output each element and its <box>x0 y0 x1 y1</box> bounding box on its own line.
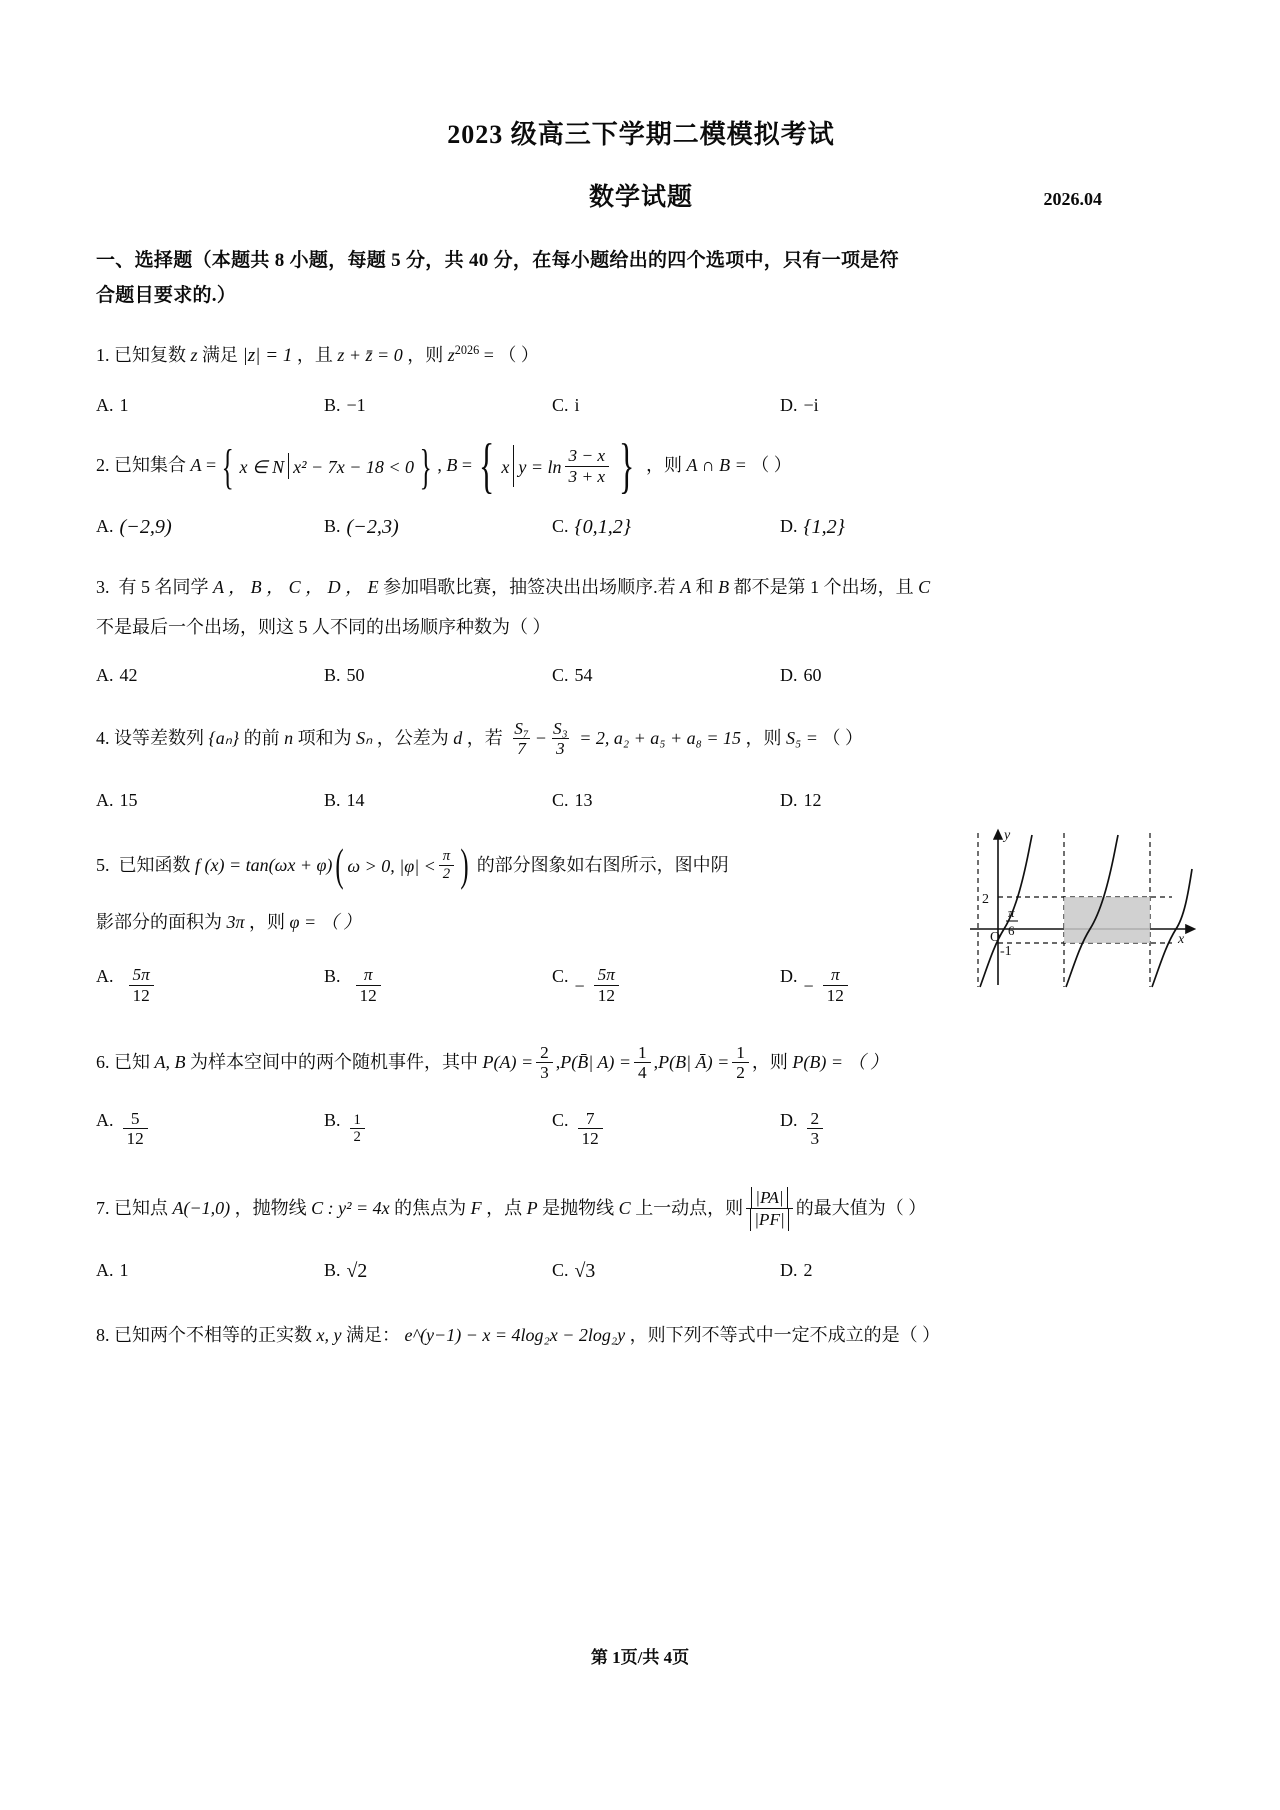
q5-number: 5. <box>96 854 110 875</box>
q6-option-d-fraction <box>807 1109 824 1149</box>
question-3 <box>96 569 1186 645</box>
question-1 <box>96 337 1186 375</box>
x-axis-label: x <box>1178 931 1185 947</box>
q7-curve-c: C <box>618 1197 631 1218</box>
q7-focus: F <box>470 1197 482 1218</box>
q5-option-b-fraction <box>356 965 381 1005</box>
question-4 <box>96 720 1186 760</box>
q5-option-a-fraction <box>129 965 154 1005</box>
q5-option-d-sign: − <box>803 975 814 996</box>
q5-cond-phi-fraction <box>439 848 454 882</box>
q2-option-c-label: C. <box>552 515 569 536</box>
q4-n: n <box>284 727 294 748</box>
q1-stem-prefix: 已知复数 <box>114 345 186 366</box>
page-content <box>96 96 1186 1353</box>
q8-equation: e^(y−1) − x = 4log₂x − 2log₂y <box>404 1324 626 1345</box>
q8-text-c: ，则下列不等式中一定不成立的是（ ） <box>629 1324 941 1345</box>
q8-text-b: 满足： <box>345 1324 400 1345</box>
q7-pf-abs: |PF| <box>750 1209 789 1231</box>
q5-area: 3π <box>226 912 245 933</box>
q5-line2 <box>96 904 856 940</box>
q5-option-c-fraction <box>594 965 619 1005</box>
tick-label-pi: π <box>1008 904 1015 920</box>
q2-option-b-label: B. <box>324 515 341 536</box>
q5-line2-b: ，则 <box>249 912 286 933</box>
q6-option-b-den: 2 <box>350 1128 365 1146</box>
page-footer <box>0 1643 1280 1668</box>
q3-text-b: 参加唱歌比赛，抽签决出出场顺序.若 <box>383 576 676 597</box>
q5-option-a-label: A. <box>96 966 114 987</box>
q4-frac1-den: 7 <box>513 738 530 758</box>
tick-label-2: 2 <box>982 891 989 907</box>
q6-frac2-den: 4 <box>634 1062 651 1082</box>
q6-option-b-fraction <box>350 1112 365 1146</box>
q6-frac3-num: 1 <box>736 1043 745 1063</box>
q2-option-a[interactable] <box>96 516 324 539</box>
subtitle-row <box>96 177 1186 217</box>
q4-fraction-1 <box>510 719 533 759</box>
q7-text-a: 已知点 <box>114 1197 168 1218</box>
q5-option-c-den: 12 <box>594 985 619 1005</box>
q2-option-c[interactable] <box>552 516 780 539</box>
q5-phi-question: φ = （ ） <box>289 912 362 933</box>
q3-option-a-label: A. <box>96 664 114 685</box>
q3-option-b-label: B. <box>324 664 341 685</box>
q7-option-b[interactable] <box>324 1260 552 1283</box>
question-6-options <box>96 1110 1186 1150</box>
q6-fraction-1 <box>536 1043 553 1083</box>
q5-option-c-sign: − <box>574 975 585 996</box>
y-axis-label: y <box>1004 827 1011 843</box>
q1-option-c-value: i <box>574 395 580 416</box>
q4-text-g: = 2, a₂ + a₅ + a₈ = 15 <box>579 727 742 748</box>
q1-option-d-value: −i <box>803 395 819 416</box>
q4-text-h: ，则 <box>745 727 782 748</box>
q5-phi-den: 2 <box>439 865 454 883</box>
q5-option-c-label: C. <box>552 966 569 987</box>
q5-option-b-num: π <box>363 965 373 985</box>
q4-number: 4. <box>96 727 110 748</box>
q4-option-a-label: A. <box>96 789 114 810</box>
q2-eq2: = <box>461 455 472 476</box>
q1-stem-and: ，且 <box>296 345 333 366</box>
q4-d-var: d <box>453 727 463 748</box>
exam-date: 2026.04 <box>1043 189 1102 209</box>
q7-option-c[interactable] <box>552 1260 780 1283</box>
q8-number: 8. <box>96 1324 110 1345</box>
q7-text-f: 上一动点，则 <box>635 1197 744 1218</box>
q6-option-c-den: 12 <box>578 1128 603 1148</box>
q5-cond-omega: ω > 0, <box>347 856 395 877</box>
q3-option-b-value: 50 <box>346 664 365 685</box>
question-3-options <box>96 665 1186 686</box>
q7-text-c: 的焦点为 <box>394 1197 467 1218</box>
tangent-graph-svg <box>964 825 1196 993</box>
q2-set-a <box>216 440 437 495</box>
q5-option-b-den: 12 <box>356 985 381 1005</box>
q5-phi-num: π <box>442 848 451 865</box>
q6-option-d[interactable] <box>780 1110 1008 1150</box>
q7-ratio-fraction <box>746 1187 793 1231</box>
q4-paren: （ ） <box>822 727 863 748</box>
q6-option-b-num: 1 <box>353 1111 361 1128</box>
q6-frac1-num: 2 <box>540 1043 549 1063</box>
q4-text-b: 的前 <box>243 727 280 748</box>
q7-text-e: 是抛物线 <box>542 1197 615 1218</box>
q5-option-a-num: 5π <box>132 965 150 985</box>
q3-var-c: C <box>918 576 931 597</box>
question-7 <box>96 1188 1186 1232</box>
q7-option-d-value: 2 <box>803 1259 813 1280</box>
q4-text-e: ，若 <box>466 727 503 748</box>
q4-fraction-2 <box>549 719 572 759</box>
q1-number: 1. <box>96 345 110 366</box>
q3-option-a[interactable] <box>96 665 324 686</box>
question-1-options <box>96 395 1186 416</box>
q3-option-c[interactable] <box>552 665 780 686</box>
q3-option-a-value: 42 <box>119 664 138 685</box>
q5-option-d-label: D. <box>780 966 798 987</box>
q4-text-d: ，公差为 <box>376 727 449 748</box>
q2-option-c-value: {0,1,2} <box>574 515 631 538</box>
q7-text-d: ，点 <box>486 1197 523 1218</box>
q1-option-a-value: 1 <box>119 395 129 416</box>
q6-option-a-fraction <box>123 1109 148 1149</box>
q6-option-d-den: 3 <box>807 1128 824 1148</box>
q6-frac1-den: 3 <box>536 1062 553 1082</box>
q1-option-a-label: A. <box>96 395 114 416</box>
q1-condition-2: z + z̄ = 0 <box>337 345 403 366</box>
brace-right-icon: } <box>419 440 432 495</box>
q7-ratio-den <box>746 1208 793 1231</box>
q7-ratio-num <box>747 1187 791 1209</box>
q6-number: 6. <box>96 1052 110 1073</box>
q2-option-a-value: (−2,9) <box>119 515 172 538</box>
q5-option-a-den: 12 <box>129 985 154 1005</box>
q2-number: 2. <box>96 455 110 476</box>
q3-var-b: B <box>718 576 730 597</box>
q7-text-b: ，抛物线 <box>234 1197 307 1218</box>
q5-function: f (x) = tan(ωx + φ) <box>195 854 333 875</box>
q7-option-d[interactable] <box>780 1260 1008 1283</box>
tangent-branch-1 <box>980 835 1032 987</box>
q4-option-d[interactable] <box>780 790 1008 811</box>
q6-option-a-den: 12 <box>123 1128 148 1148</box>
q1-option-a[interactable] <box>96 395 324 416</box>
q4-sequence: {aₙ} <box>208 727 240 748</box>
q4-sn: Sₙ <box>356 727 373 748</box>
q6-option-c-label: C. <box>552 1109 569 1130</box>
q6-prob-a: P(A) = <box>482 1052 534 1073</box>
brace-left-icon: { <box>479 432 495 501</box>
q5-condition-group <box>332 840 472 891</box>
question-7-options <box>96 1260 1186 1283</box>
q6-option-b-label: B. <box>324 1109 341 1130</box>
q2-log-den: 3 + x <box>565 466 610 486</box>
q4-s5: S₅ = <box>786 727 818 748</box>
question-5 <box>96 827 1186 959</box>
q4-option-d-label: D. <box>780 789 798 810</box>
q1-condition-1: |z| = 1 <box>242 345 293 367</box>
q2-set-a-var: A <box>190 455 202 476</box>
q4-option-c-value: 13 <box>574 789 593 810</box>
q4-option-b[interactable] <box>324 790 552 811</box>
q3-text-a: 有 5 名同学 <box>118 576 209 597</box>
question-2 <box>96 432 1186 501</box>
q2-set-b-x: x <box>501 457 510 478</box>
q2-set-b-var: B <box>446 455 458 476</box>
q7-point-a: A(−1,0) <box>172 1197 231 1218</box>
q7-pa-abs: |PA| <box>751 1187 787 1209</box>
q3-option-d-value: 60 <box>803 664 822 685</box>
q1-option-d[interactable] <box>780 395 1008 416</box>
q5-option-b-label: B. <box>324 966 341 987</box>
q1-stem-then: ，则 <box>407 345 444 366</box>
q6-frac3-den: 2 <box>732 1062 749 1082</box>
set-divider-icon <box>288 453 289 479</box>
q1-option-c[interactable] <box>552 395 780 416</box>
q2-option-a-label: A. <box>96 515 114 536</box>
q1-equals: = （ ） <box>483 345 539 366</box>
q5-option-d-num: π <box>830 965 840 985</box>
q6-fraction-3 <box>732 1043 749 1083</box>
q5-option-c[interactable] <box>552 966 780 1006</box>
q6-question: P(B) = （ ） <box>792 1052 888 1073</box>
q7-text-g: 的最大值为（ ） <box>795 1197 927 1218</box>
q6-comma-2: , <box>653 1052 659 1073</box>
q2-tail-expr: A ∩ B = <box>686 455 747 476</box>
q6-option-b[interactable] <box>324 1110 552 1150</box>
question-6 <box>96 1044 1186 1084</box>
q6-option-c[interactable] <box>552 1110 780 1150</box>
q1-option-b-value: −1 <box>346 395 366 416</box>
q4-option-a-value: 15 <box>119 789 138 810</box>
section-heading <box>96 243 1186 313</box>
question-8 <box>96 1317 1186 1353</box>
q7-number: 7. <box>96 1197 110 1218</box>
q5-option-b[interactable] <box>324 966 552 1006</box>
q6-text-a: 已知 <box>114 1052 150 1073</box>
q7-option-c-value: √3 <box>574 1259 596 1282</box>
q2-stem-prefix: 已知集合 <box>114 455 186 476</box>
tick-label-minus1: -1 <box>1000 943 1012 959</box>
q4-frac2-den: 3 <box>552 738 569 758</box>
q3-names: A ， B ， C ， D ， E <box>213 576 379 597</box>
q1-stem-mid: 满足 <box>202 345 239 366</box>
q6-fraction-2 <box>634 1043 651 1083</box>
q2-set-a-inequality: x² − 7x − 18 < 0 <box>293 457 414 478</box>
q7-option-b-label: B. <box>324 1259 341 1280</box>
paren-left-icon: ( <box>335 840 345 891</box>
q7-parabola: C : y² = 4x <box>311 1197 390 1218</box>
q6-text-c: ，则 <box>751 1052 788 1073</box>
q6-comma-1: , <box>555 1052 561 1073</box>
q3-option-d-label: D. <box>780 664 798 685</box>
q1-exponent: 2026 <box>454 343 480 358</box>
q4-option-b-value: 14 <box>346 789 365 810</box>
q6-option-c-num: 7 <box>585 1108 595 1128</box>
q2-set-a-member: x ∈ N <box>239 457 285 478</box>
q2-eq1: = <box>206 455 217 476</box>
page-number-text: 第 1页/共 4页 <box>590 1648 690 1667</box>
q1-variable: z <box>190 345 198 366</box>
q3-text-d: 和 <box>695 576 714 597</box>
q1-expr: z <box>447 345 455 366</box>
q1-option-c-label: C. <box>552 395 569 416</box>
question-2-options <box>96 516 1186 539</box>
q2-log-fraction <box>565 446 610 486</box>
q5-stem <box>96 840 856 941</box>
origin-label: O <box>990 929 1001 945</box>
paren-right-icon: ) <box>460 840 469 891</box>
q5-option-d-den: 12 <box>823 985 848 1005</box>
question-4-options <box>96 790 1186 811</box>
q7-option-d-label: D. <box>780 1259 798 1280</box>
q7-point-p: P <box>526 1197 538 1218</box>
q5-text-a: 已知函数 <box>118 854 191 875</box>
q8-text-a: 已知两个不相等的正实数 <box>114 1324 312 1345</box>
q2-option-d-value: {1,2} <box>803 515 845 538</box>
q3-option-c-label: C. <box>552 664 569 685</box>
q6-option-a[interactable] <box>96 1110 324 1150</box>
q4-option-b-label: B. <box>324 789 341 810</box>
q7-option-c-label: C. <box>552 1259 569 1280</box>
section-heading-line1: 一、选择题（本题共 8 小题，每题 5 分，共 40 分，在每小题给出的四个选项中，只有一项是符 <box>96 250 899 271</box>
q5-text-b: 的部分图象如右图所示，图中阴 <box>476 854 729 875</box>
q7-option-a-label: A. <box>96 1259 114 1280</box>
q2-comma: , <box>437 455 442 476</box>
q6-prob-b-abar: P(B| Ā) = <box>658 1052 730 1073</box>
q2-option-b-value: (−2,3) <box>346 515 399 538</box>
q8-vars: x, y <box>316 1324 342 1345</box>
q5-option-d-fraction <box>823 965 848 1005</box>
q1-option-b-label: B. <box>324 395 341 416</box>
q6-text-b: 为样本空间中的两个随机事件，其中 <box>190 1052 478 1073</box>
q2-option-d-label: D. <box>780 515 798 536</box>
q5-line2-a: 影部分的面积为 <box>96 912 222 933</box>
q3-line2: 不是最后一个出场，则这 5 人不同的出场顺序种数为（ ） <box>96 616 551 637</box>
q6-frac2-num: 1 <box>638 1043 647 1063</box>
q4-option-c[interactable] <box>552 790 780 811</box>
q7-option-b-value: √2 <box>346 1259 368 1282</box>
q4-frac1-num: S₇ <box>514 718 529 738</box>
q3-text-f: 都不是第 1 个出场，且 <box>733 576 914 597</box>
q2-option-d[interactable] <box>780 516 1008 539</box>
q6-prob-bbar-a: P(B̄| A) = <box>560 1052 632 1073</box>
tick-label-6: 6 <box>1008 922 1015 938</box>
q4-option-a[interactable] <box>96 790 324 811</box>
q2-set-b <box>472 432 641 501</box>
q4-option-d-value: 12 <box>803 789 822 810</box>
q6-events: A, B <box>154 1052 186 1073</box>
q4-text-c: 项和为 <box>297 727 352 748</box>
q6-option-d-num: 2 <box>810 1108 820 1128</box>
q6-option-a-label: A. <box>96 1109 114 1130</box>
q5-option-a[interactable] <box>96 966 324 1006</box>
q2-tail: ，则 <box>645 455 682 476</box>
q1-option-d-label: D. <box>780 395 798 416</box>
q4-text-a: 设等差数列 <box>114 727 204 748</box>
q4-minus: − <box>535 727 547 748</box>
q3-number: 3. <box>96 576 110 597</box>
q7-option-a-value: 1 <box>119 1259 129 1280</box>
section-heading-line2: 合题目要求的.） <box>96 285 237 307</box>
q5-cond-phi: |φ| < <box>399 856 436 877</box>
q6-option-a-num: 5 <box>130 1108 140 1128</box>
brace-left-icon: { <box>221 440 234 495</box>
q2-tail-paren: （ ） <box>751 455 792 476</box>
q3-var-a: A <box>680 576 692 597</box>
q3-option-d[interactable] <box>780 665 1008 686</box>
q5-option-c-num: 5π <box>597 965 615 985</box>
q4-frac2-num: S₃ <box>553 718 568 738</box>
q3-option-c-value: 54 <box>574 664 593 685</box>
q5-tangent-graph <box>964 825 1196 993</box>
q1-option-b[interactable] <box>324 395 552 416</box>
shaded-area <box>1064 897 1150 943</box>
q7-option-a[interactable] <box>96 1260 324 1283</box>
q3-option-b[interactable] <box>324 665 552 686</box>
brace-right-icon: } <box>619 432 635 501</box>
tangent-branch-3 <box>1152 869 1192 987</box>
q2-option-b[interactable] <box>324 516 552 539</box>
q2-set-b-y: y = ln <box>518 457 562 478</box>
q6-option-d-label: D. <box>780 1109 798 1130</box>
subject-subtitle: 数学试题 <box>588 184 693 211</box>
set-divider-icon <box>513 445 514 486</box>
q4-option-c-label: C. <box>552 789 569 810</box>
q2-log-num: 3 − x <box>568 446 606 466</box>
page-title: 2023 级高三下学期二模模拟考试 <box>447 120 835 149</box>
q6-option-c-fraction <box>578 1109 603 1149</box>
